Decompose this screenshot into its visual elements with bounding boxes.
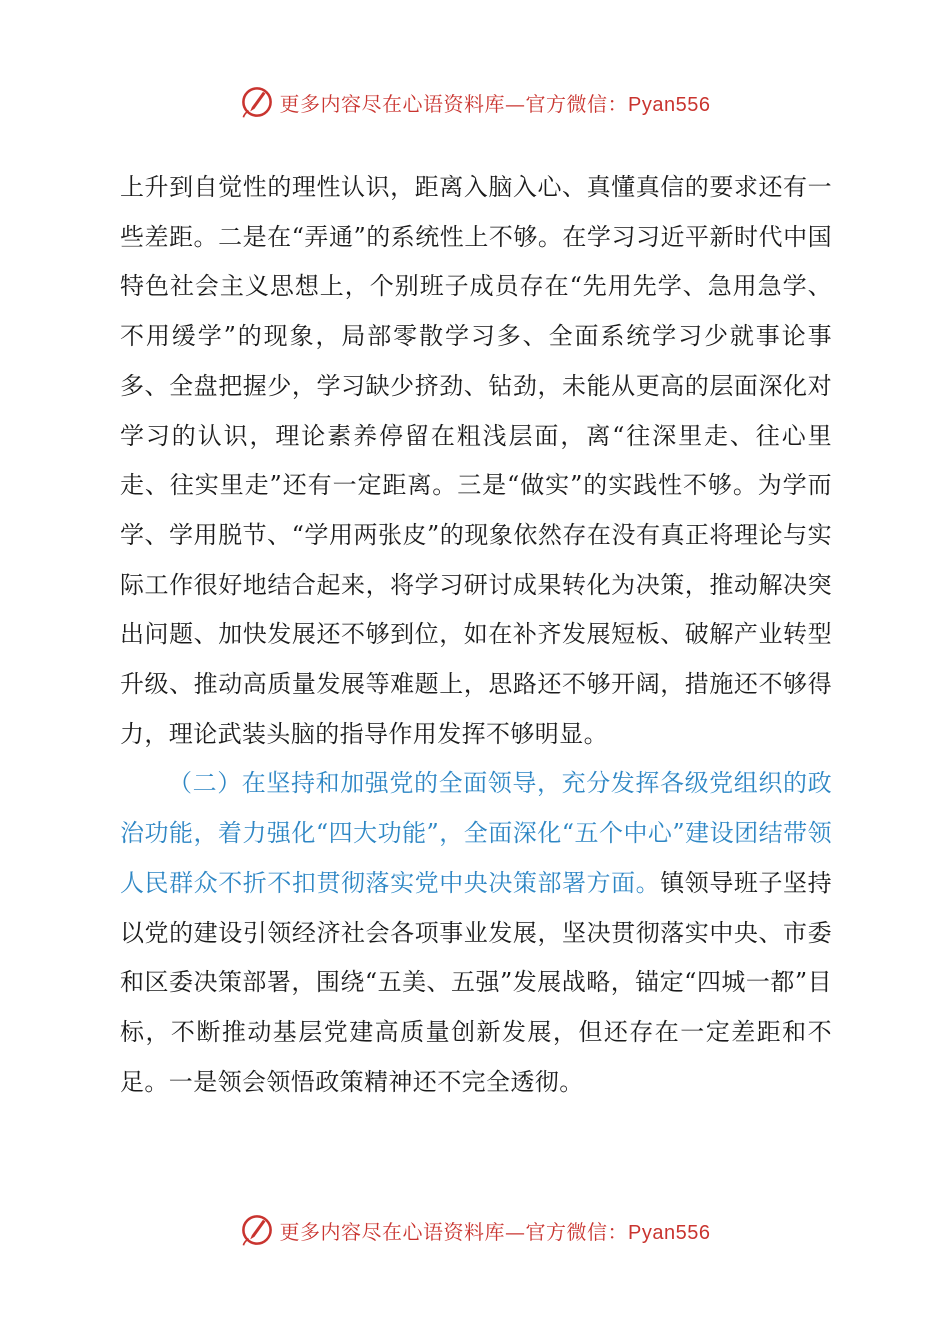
watermark-text: 更多内容尽在心语资料库—官方微信：Pyan556 [279,1219,711,1244]
pen-nib-logo-icon [240,1213,274,1247]
watermark-text: 更多内容尽在心语资料库—官方微信：Pyan556 [279,91,711,116]
footer-watermark [0,1210,950,1250]
section-text: 镇领导班子坚持以党的建设引领经济社会各项事业发展，坚决贯彻落实中央、市委和区委决策部署，围绕“五美、五强”发展战略，锚定“四城一都”目标，不断推动基层党建高质量创新发展，但还存在一定差距和不足。一是领会领悟政策精神还不完全透彻。 [120,868,832,1096]
section-paragraph [120,759,832,1107]
document-body [120,163,832,1107]
pen-nib-logo-icon [240,85,274,119]
body-paragraph: 上升到自觉性的理性认识，距离入脑入心、真懂真信的要求还有一些差距。二是在“弄通”的系统性上不够。在学习习近平新时代中国特色社会主义思想上，个别班子成员存在“先用先学、急用急学、不用缓学”的现象，局部零散学习多、全面系统学习少就事论事多、全盘把握少，学习缺少挤劲、钻劲，未能从更高的层面深化对学习的认识，理论素养停留在粗浅层面，离“往深里走、往心里走、往实里走”还有一定距离。三是“做实”的实践性不够。为学而学、学用脱节、“学用两张皮”的现象依然存在没有真正将理论与实际工作很好地结合起来，将学习研讨成果转化为决策，推动解决突出问题、加快发展还不够到位，如在补齐发展短板、破解产业转型升级、推动高质量发展等难题上，思路还不够开阔，措施还不够得力，理论武装头脑的指导作用发挥不够明显。 [120,173,832,748]
header-watermark [0,82,950,122]
section-heading: （二）在坚持和加强党的全面领导，充分发挥各级党组织的政治功能，着力强化“四大功能”，全面深化“五个中心”建设团结带领人民群众不折不扣贯彻落实党中央决策部署方面。 [120,769,832,897]
